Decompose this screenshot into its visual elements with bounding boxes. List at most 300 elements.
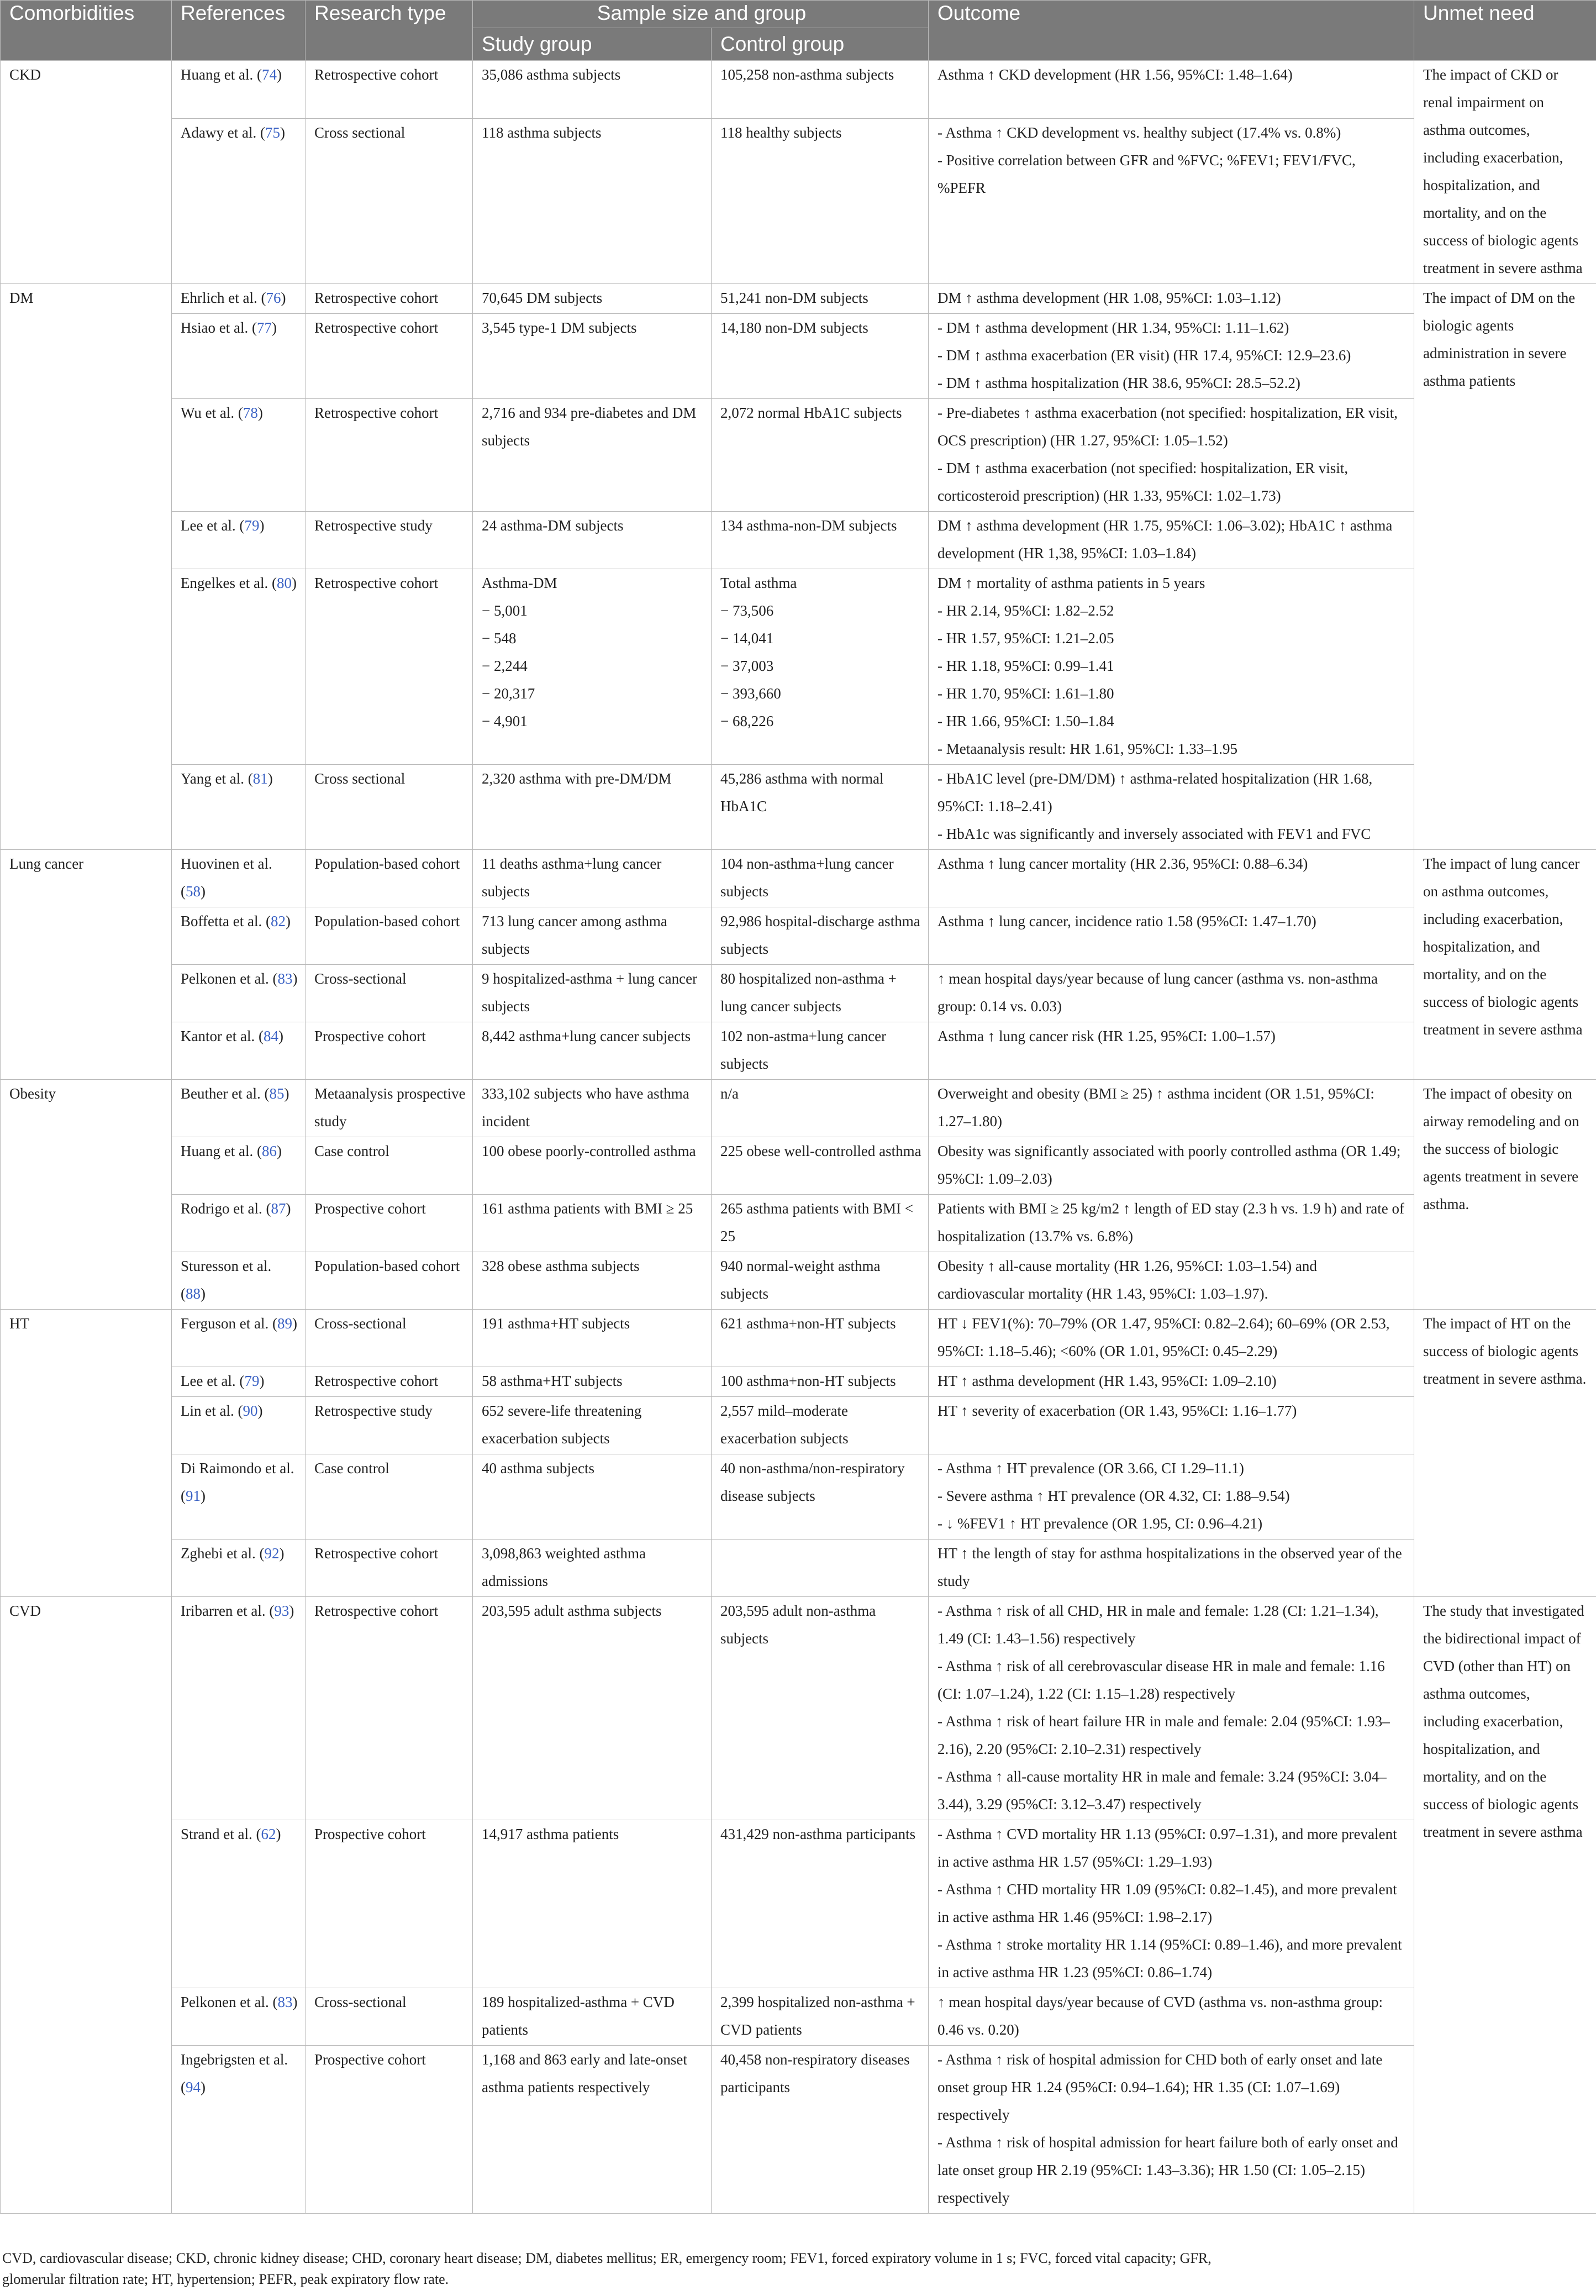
outcome-line: - Asthma ↑ risk of hospital admission for CHD both of early onset and late onset group HR 1.24 (95%CI: 0.94–1.64); HR 1.35 (CI: 1.07–1.69) respectively — [937, 2051, 1383, 2123]
study-group-line: 2,716 and 934 pre-diabetes and DM subjects — [482, 404, 697, 449]
reference-close: ) — [292, 1315, 297, 1332]
study-group-line: − 548 — [482, 630, 517, 647]
control-group-line: 2,072 normal HbA1C subjects — [720, 404, 902, 421]
control-group-line: n/a — [720, 1085, 739, 1102]
research-type-cell: Retrospective cohort — [305, 1540, 473, 1597]
reference-close: ) — [285, 913, 291, 929]
outcome-line: - Asthma ↑ stroke mortality HR 1.14 (95%CI: 0.89–1.46), and more prevalent in active asthma HR 1.23 (95%CI: 0.86–1.74) — [937, 1936, 1402, 1980]
reference-cell — [172, 1022, 305, 1080]
reference-link[interactable]: 83 — [277, 970, 293, 987]
outcome-line: ↑ mean hospital days/year because of CVD (asthma vs. non-asthma group: 0.46 vs. 0.20) — [937, 1994, 1383, 2038]
study-group-line: 2,320 asthma with pre-DM/DM — [482, 770, 672, 787]
reference-close: ) — [257, 404, 263, 421]
research-type-cell: Retrospective cohort — [305, 1367, 473, 1397]
study-group-line: − 4,901 — [482, 713, 528, 729]
header-outcome: Outcome — [929, 1, 1414, 61]
outcome-line: - Pre-diabetes ↑ asthma exacerbation (not specified: hospitalization, ER visit, OCS prescription) (HR 1.27, 95%CI: 1.05–1.52) — [937, 404, 1398, 449]
study-group-cell — [473, 1252, 712, 1310]
comorbidity-cell: Lung cancer — [1, 850, 172, 1080]
study-group-line: 100 obese poorly-controlled asthma — [482, 1143, 696, 1159]
research-type-cell: Prospective cohort — [305, 1820, 473, 1988]
table-row — [1, 1540, 1596, 1597]
reference-close: ) — [201, 1285, 206, 1302]
study-group-line: 189 hospitalized-asthma + CVD patients — [482, 1994, 675, 2038]
outcome-line: - Metaanalysis result: HR 1.61, 95%CI: 1.33–1.95 — [937, 740, 1237, 757]
comorbidity-cell: HT — [1, 1310, 172, 1597]
table-row — [1, 965, 1596, 1022]
study-group-line: 161 asthma patients with BMI ≥ 25 — [482, 1200, 693, 1217]
study-group-line: 35,086 asthma subjects — [482, 66, 621, 83]
outcome-line: - HR 1.18, 95%CI: 0.99–1.41 — [937, 658, 1114, 674]
outcome-cell — [929, 1397, 1414, 1454]
study-group-cell — [473, 1820, 712, 1988]
outcome-line: HT ↑ severity of exacerbation (OR 1.43, 95%CI: 1.16–1.77) — [937, 1402, 1297, 1419]
outcome-line: - Asthma ↑ all-cause mortality HR in male and female: 3.24 (95%CI: 3.04–3.44), 3.29 (95%CI: 3.12–3.47) respectively — [937, 1768, 1387, 1812]
research-type-cell: Retrospective cohort — [305, 284, 473, 314]
reference-author: Yang et al. ( — [181, 770, 253, 787]
table-row — [1, 1597, 1596, 1820]
study-group-line: − 20,317 — [482, 685, 535, 702]
header-study-group: Study group — [473, 28, 712, 61]
reference-close: ) — [201, 883, 206, 900]
reference-link[interactable]: 84 — [263, 1028, 278, 1044]
outcome-cell — [929, 1988, 1414, 2046]
outcome-line: Asthma ↑ lung cancer mortality (HR 2.36, 95%CI: 0.88–6.34) — [937, 855, 1308, 872]
reference-close: ) — [289, 1603, 294, 1619]
control-group-line: 134 asthma-non-DM subjects — [720, 517, 897, 534]
outcome-line: Overweight and obesity (BMI ≥ 25) ↑ asthma incident (OR 1.51, 95%CI: 1.27–1.80) — [937, 1085, 1374, 1129]
reference-link[interactable]: 58 — [186, 883, 201, 900]
control-group-line: 102 non-astma+lung cancer subjects — [720, 1028, 887, 1072]
reference-cell — [172, 61, 305, 119]
outcome-line: - HbA1c was significantly and inversely associated with FEV1 and FVC — [937, 826, 1371, 842]
outcome-cell — [929, 61, 1414, 119]
reference-cell — [172, 1988, 305, 2046]
reference-link[interactable]: 79 — [244, 517, 260, 534]
outcome-cell — [929, 1367, 1414, 1397]
control-group-line: 51,241 non-DM subjects — [720, 290, 868, 306]
reference-author: Huang et al. ( — [181, 66, 262, 83]
outcome-cell — [929, 765, 1414, 850]
outcome-line: - ↓ %FEV1 ↑ HT prevalence (OR 1.95, CI: 0.96–4.21) — [937, 1515, 1263, 1532]
reference-close: ) — [279, 1545, 285, 1562]
reference-cell — [172, 1820, 305, 1988]
reference-link[interactable]: 78 — [243, 404, 258, 421]
study-group-cell — [473, 569, 712, 765]
reference-cell — [172, 1454, 305, 1540]
table-row — [1, 1988, 1596, 2046]
study-group-cell — [473, 512, 712, 569]
header-sample-size: Sample size and group — [473, 1, 929, 28]
reference-close: ) — [276, 66, 282, 83]
reference-author: Huovinen et al. ( — [181, 855, 272, 900]
reference-close: ) — [278, 1028, 283, 1044]
study-group-line: 203,595 adult asthma subjects — [482, 1603, 662, 1619]
outcome-line: - Asthma ↑ risk of all CHD, HR in male and female: 1.28 (CI: 1.21–1.34), 1.49 (CI: 1.43–1.56) respectively — [937, 1603, 1379, 1647]
reference-link[interactable]: 62 — [261, 1826, 276, 1842]
study-group-line: 713 lung cancer among asthma subjects — [482, 913, 667, 957]
control-group-line: 940 normal-weight asthma subjects — [720, 1258, 881, 1302]
reference-close: ) — [280, 124, 285, 141]
research-type-cell: Population-based cohort — [305, 1252, 473, 1310]
control-group-line: 265 asthma patients with BMI < 25 — [720, 1200, 913, 1244]
research-type-cell: Retrospective cohort — [305, 61, 473, 119]
comorbidity-cell: CKD — [1, 61, 172, 284]
reference-close: ) — [259, 1373, 265, 1389]
reference-close: ) — [276, 1826, 281, 1842]
outcome-line: - HR 2.14, 95%CI: 1.82–2.52 — [937, 602, 1114, 619]
control-group-line: − 14,041 — [720, 630, 774, 647]
control-group-cell — [712, 1367, 929, 1397]
research-type-cell: Prospective cohort — [305, 2046, 473, 2214]
reference-link[interactable]: 83 — [277, 1994, 293, 2010]
reference-author: Hsiao et al. ( — [181, 319, 257, 336]
study-group-line: 191 asthma+HT subjects — [482, 1315, 630, 1332]
reference-author: Rodrigo et al. ( — [181, 1200, 271, 1217]
research-type-cell: Cross-sectional — [305, 1988, 473, 2046]
control-group-line: 225 obese well-controlled asthma — [720, 1143, 921, 1159]
study-group-cell — [473, 1397, 712, 1454]
table-body — [1, 61, 1596, 2214]
table-row — [1, 1137, 1596, 1195]
study-group-line: 328 obese asthma subjects — [482, 1258, 640, 1274]
reference-link[interactable]: 80 — [276, 575, 292, 591]
reference-close: ) — [291, 575, 297, 591]
reference-cell — [172, 512, 305, 569]
outcome-cell — [929, 1310, 1414, 1367]
outcome-cell — [929, 512, 1414, 569]
control-group-cell — [712, 765, 929, 850]
reference-link[interactable]: 90 — [243, 1402, 258, 1419]
reference-author: Kantor et al. ( — [181, 1028, 264, 1044]
control-group-cell — [712, 1310, 929, 1367]
reference-close: ) — [271, 319, 277, 336]
reference-link[interactable]: 89 — [277, 1315, 292, 1332]
reference-link[interactable]: 86 — [261, 1143, 277, 1159]
table-row — [1, 314, 1596, 399]
study-group-cell — [473, 1195, 712, 1252]
reference-link[interactable]: 77 — [256, 319, 272, 336]
control-group-line: − 37,003 — [720, 658, 774, 674]
unmet-need-cell: The impact of CKD or renal impairment on asthma outcomes, including exacerbation, hospitalization, and mortality, and on the success of biologic agents treatment in severe asthma — [1414, 61, 1596, 284]
study-group-line: 14,917 asthma patients — [482, 1826, 619, 1842]
control-group-cell — [712, 965, 929, 1022]
header-comorbidities: Comorbidities — [1, 1, 172, 61]
outcome-cell — [929, 569, 1414, 765]
outcome-line: DM ↑ asthma development (HR 1.08, 95%CI: 1.03–1.12) — [937, 290, 1281, 306]
outcome-line: Asthma ↑ CKD development (HR 1.56, 95%CI: 1.48–1.64) — [937, 66, 1293, 83]
outcome-line: Asthma ↑ lung cancer, incidence ratio 1.58 (95%CI: 1.47–1.70) — [937, 913, 1316, 929]
reference-link[interactable]: 93 — [274, 1603, 289, 1619]
control-group-cell — [712, 1454, 929, 1540]
outcome-cell — [929, 1597, 1414, 1820]
study-group-line: 118 asthma subjects — [482, 124, 602, 141]
reference-close: ) — [267, 770, 273, 787]
control-group-line: − 73,506 — [720, 602, 774, 619]
outcome-line: Obesity ↑ all-cause mortality (HR 1.26, 95%CI: 1.03–1.54) and cardiovascular mortality (HR 1.43, 95%CI: 1.03–1.97). — [937, 1258, 1317, 1302]
reference-author: Boffetta et al. ( — [181, 913, 271, 929]
outcome-line: - Asthma ↑ HT prevalence (OR 3.66, CI 1.29–11.1) — [937, 1460, 1244, 1477]
control-group-cell — [712, 61, 929, 119]
table-row — [1, 399, 1596, 512]
outcome-line: - HR 1.66, 95%CI: 1.50–1.84 — [937, 713, 1114, 729]
outcome-line: Obesity was significantly associated with poorly controlled asthma (OR 1.49; 95%CI: 1.09–2.03) — [937, 1143, 1401, 1187]
outcome-cell — [929, 399, 1414, 512]
outcome-line: - HR 1.57, 95%CI: 1.21–2.05 — [937, 630, 1114, 647]
outcome-cell — [929, 314, 1414, 399]
study-group-line: 70,645 DM subjects — [482, 290, 603, 306]
reference-cell — [172, 1397, 305, 1454]
study-group-line: 24 asthma-DM subjects — [482, 517, 624, 534]
header-research-type: Research type — [305, 1, 473, 61]
header-references: References — [172, 1, 305, 61]
control-group-line: 2,399 hospitalized non-asthma + CVD patients — [720, 1994, 915, 2038]
reference-cell — [172, 2046, 305, 2214]
table-row — [1, 569, 1596, 765]
outcome-line: Patients with BMI ≥ 25 kg/m2 ↑ length of ED stay (2.3 h vs. 1.9 h) and rate of hospitalization (13.7% vs. 6.8%) — [937, 1200, 1404, 1244]
study-group-cell — [473, 1540, 712, 1597]
reference-link[interactable]: 88 — [186, 1285, 201, 1302]
reference-link[interactable]: 85 — [269, 1085, 285, 1102]
outcome-cell — [929, 284, 1414, 314]
outcome-cell — [929, 1454, 1414, 1540]
outcome-line: HT ↓ FEV1(%): 70–79% (OR 1.47, 95%CI: 0.82–2.64); 60–69% (OR 2.53, 95%CI: 1.18–5.46); <60% (OR 1.01, 95%CI: 0.45–2.29) — [937, 1315, 1390, 1359]
table-row — [1, 907, 1596, 965]
table-row — [1, 1310, 1596, 1367]
control-group-cell — [712, 399, 929, 512]
reference-author: Beuther et al. ( — [181, 1085, 270, 1102]
control-group-cell — [712, 1988, 929, 2046]
control-group-cell — [712, 118, 929, 283]
table-row — [1, 1195, 1596, 1252]
reference-link[interactable]: 76 — [266, 290, 281, 306]
reference-author: Wu et al. ( — [181, 404, 243, 421]
reference-cell — [172, 1310, 305, 1367]
control-group-line: − 393,660 — [720, 685, 781, 702]
header-control-group: Control group — [712, 28, 929, 61]
outcome-cell — [929, 1540, 1414, 1597]
reference-author: Lee et al. ( — [181, 517, 245, 534]
unmet-need-cell: The impact of lung cancer on asthma outcomes, including exacerbation, hospitalization, and mortality, and on the success of biologic agents treatment in severe asthma — [1414, 850, 1596, 1080]
reference-cell — [172, 765, 305, 850]
reference-cell — [172, 907, 305, 965]
research-type-cell: Cross sectional — [305, 765, 473, 850]
reference-cell — [172, 314, 305, 399]
table-row — [1, 61, 1596, 119]
control-group-line: Total asthma — [720, 575, 797, 591]
study-group-cell — [473, 1988, 712, 2046]
study-group-cell — [473, 1022, 712, 1080]
table-row — [1, 284, 1596, 314]
table-row — [1, 1367, 1596, 1397]
control-group-cell — [712, 1195, 929, 1252]
outcome-line: - DM ↑ asthma hospitalization (HR 38.6, 95%CI: 28.5–52.2) — [937, 375, 1300, 391]
reference-link[interactable]: 82 — [270, 913, 286, 929]
study-group-cell — [473, 965, 712, 1022]
reference-cell — [172, 1080, 305, 1137]
study-group-cell — [473, 399, 712, 512]
outcome-line: - Asthma ↑ risk of all cerebrovascular disease HR in male and female: 1.16 (CI: 1.07–1.24), 1.22 (CI: 1.15–1.28) respectively — [937, 1658, 1385, 1702]
reference-cell — [172, 1540, 305, 1597]
control-group-line: 2,557 mild–moderate exacerbation subjects — [720, 1402, 849, 1447]
research-type-cell: Population-based cohort — [305, 850, 473, 907]
control-group-cell — [712, 1022, 929, 1080]
study-group-cell — [473, 284, 712, 314]
outcome-line: HT ↑ the length of stay for asthma hospitalizations in the observed year of the study — [937, 1545, 1402, 1589]
reference-author: Huang et al. ( — [181, 1143, 262, 1159]
reference-link[interactable]: 94 — [186, 2079, 201, 2095]
reference-cell — [172, 1597, 305, 1820]
reference-cell — [172, 965, 305, 1022]
outcome-cell — [929, 118, 1414, 283]
unmet-need-cell: The impact of DM on the biologic agents administration in severe asthma patients — [1414, 284, 1596, 850]
research-type-cell: Cross-sectional — [305, 965, 473, 1022]
reference-author: Pelkonen et al. ( — [181, 970, 278, 987]
control-group-cell — [712, 2046, 929, 2214]
outcome-line: - Asthma ↑ CKD development vs. healthy subject (17.4% vs. 0.8%) — [937, 124, 1341, 141]
research-type-cell: Retrospective cohort — [305, 399, 473, 512]
table-row — [1, 512, 1596, 569]
control-group-line: 621 asthma+non-HT subjects — [720, 1315, 896, 1332]
table-row — [1, 1820, 1596, 1988]
study-group-line: − 5,001 — [482, 602, 528, 619]
outcome-cell — [929, 1820, 1414, 1988]
table-row — [1, 1022, 1596, 1080]
control-group-cell — [712, 284, 929, 314]
study-group-line: 40 asthma subjects — [482, 1460, 594, 1477]
control-group-cell — [712, 1540, 929, 1597]
outcome-cell — [929, 907, 1414, 965]
outcome-cell — [929, 1080, 1414, 1137]
study-group-cell — [473, 765, 712, 850]
reference-close: ) — [286, 1200, 291, 1217]
table-row — [1, 1080, 1596, 1137]
study-group-cell — [473, 314, 712, 399]
outcome-line: Asthma ↑ lung cancer risk (HR 1.25, 95%CI: 1.00–1.57) — [937, 1028, 1276, 1044]
research-type-cell: Retrospective cohort — [305, 569, 473, 765]
study-group-line: 3,098,863 weighted asthma admissions — [482, 1545, 646, 1589]
reference-link[interactable]: 79 — [244, 1373, 260, 1389]
reference-cell — [172, 399, 305, 512]
research-type-cell: Retrospective study — [305, 512, 473, 569]
outcome-line: - Severe asthma ↑ HT prevalence (OR 4.32, CI: 1.88–9.54) — [937, 1488, 1290, 1504]
study-group-line: 11 deaths asthma+lung cancer subjects — [482, 855, 662, 900]
outcome-line: - DM ↑ asthma exacerbation (ER visit) (HR 17.4, 95%CI: 12.9–23.6) — [937, 347, 1351, 364]
reference-author: Lee et al. ( — [181, 1373, 245, 1389]
reference-cell — [172, 569, 305, 765]
study-group-cell — [473, 2046, 712, 2214]
reference-link[interactable]: 91 — [186, 1488, 201, 1504]
control-group-cell — [712, 1820, 929, 1988]
study-group-line: Asthma-DM — [482, 575, 557, 591]
unmet-need-cell: The impact of obesity on airway remodeling and on the success of biologic agents treatment in severe asthma. — [1414, 1080, 1596, 1310]
reference-close: ) — [281, 290, 286, 306]
study-group-cell — [473, 1080, 712, 1137]
reference-close: ) — [292, 1994, 298, 2010]
outcome-cell — [929, 1022, 1414, 1080]
reference-cell — [172, 1137, 305, 1195]
research-type-cell: Population-based cohort — [305, 907, 473, 965]
study-group-cell — [473, 118, 712, 283]
table-row — [1, 118, 1596, 283]
outcome-cell — [929, 965, 1414, 1022]
table-row — [1, 1252, 1596, 1310]
reference-author: Ingebrigsten et al. ( — [181, 2051, 288, 2095]
table-row — [1, 1397, 1596, 1454]
reference-cell — [172, 1195, 305, 1252]
outcome-line: - DM ↑ asthma development (HR 1.34, 95%CI: 1.11–1.62) — [937, 319, 1289, 336]
study-group-line: 1,168 and 863 early and late-onset asthma patients respectively — [482, 2051, 687, 2095]
reference-link[interactable]: 87 — [271, 1200, 286, 1217]
study-group-line: − 2,244 — [482, 658, 528, 674]
control-group-cell — [712, 512, 929, 569]
outcome-line: DM ↑ mortality of asthma patients in 5 years — [937, 575, 1205, 591]
reference-link[interactable]: 92 — [264, 1545, 280, 1562]
research-type-cell: Metaanalysis prospective study — [305, 1080, 473, 1137]
control-group-line: 40,458 non-respiratory diseases participants — [720, 2051, 910, 2095]
unmet-need-cell: The study that investigated the bidirectional impact of CVD (other than HT) on asthma outcomes, including exacerbation, hospitalization, and mortality, and on the success of biologic agents treatment in severe asthma — [1414, 1597, 1596, 2214]
reference-link[interactable]: 74 — [261, 66, 277, 83]
control-group-cell — [712, 907, 929, 965]
study-group-cell — [473, 1137, 712, 1195]
control-group-cell — [712, 1397, 929, 1454]
outcome-line: - HR 1.70, 95%CI: 1.61–1.80 — [937, 685, 1114, 702]
reference-author: Di Raimondo et al. ( — [181, 1460, 294, 1504]
reference-close: ) — [201, 2079, 206, 2095]
control-group-line: 203,595 adult non-asthma subjects — [720, 1603, 876, 1647]
study-group-line: 9 hospitalized-asthma + lung cancer subjects — [482, 970, 698, 1015]
reference-author: Engelkes et al. ( — [181, 575, 277, 591]
research-type-cell: Retrospective study — [305, 1397, 473, 1454]
reference-author: Ferguson et al. ( — [181, 1315, 277, 1332]
control-group-line: 80 hospitalized non-asthma + lung cancer subjects — [720, 970, 897, 1015]
control-group-line: 92,986 hospital-discharge asthma subjects — [720, 913, 920, 957]
reference-author: Iribarren et al. ( — [181, 1603, 275, 1619]
outcome-cell — [929, 1137, 1414, 1195]
research-type-cell: Case control — [305, 1454, 473, 1540]
study-group-cell — [473, 1597, 712, 1820]
reference-link[interactable]: 81 — [252, 770, 268, 787]
reference-close: ) — [257, 1402, 263, 1419]
control-group-line: 45,286 asthma with normal HbA1C — [720, 770, 884, 815]
control-group-line: 431,429 non-asthma participants — [720, 1826, 916, 1842]
study-group-cell — [473, 907, 712, 965]
table-row — [1, 765, 1596, 850]
reference-author: Pelkonen et al. ( — [181, 1994, 278, 2010]
outcome-line: - Asthma ↑ CVD mortality HR 1.13 (95%CI: 0.97–1.31), and more prevalent in active asthma HR 1.57 (95%CI: 1.29–1.93) — [937, 1826, 1397, 1870]
control-group-line: 14,180 non-DM subjects — [720, 319, 868, 336]
outcome-line: - Asthma ↑ CHD mortality HR 1.09 (95%CI: 0.82–1.45), and more prevalent in active asthma HR 1.46 (95%CI: 1.98–2.17) — [937, 1881, 1397, 1925]
outcome-cell — [929, 2046, 1414, 2214]
research-type-cell: Case control — [305, 1137, 473, 1195]
reference-author: Adawy et al. ( — [181, 124, 265, 141]
reference-close: ) — [292, 970, 298, 987]
reference-close: ) — [201, 1488, 206, 1504]
outcome-line: DM ↑ asthma development (HR 1.75, 95%CI: 1.06–3.02); HbA1C ↑ asthma development (HR 1,38, 95%CI: 1.03–1.84) — [937, 517, 1393, 561]
study-group-line: 58 asthma+HT subjects — [482, 1373, 623, 1389]
reference-author: Zghebi et al. ( — [181, 1545, 265, 1562]
study-group-cell — [473, 1310, 712, 1367]
control-group-line: 40 non-asthma/non-respiratory disease subjects — [720, 1460, 905, 1504]
reference-cell — [172, 1367, 305, 1397]
comorbidity-cell: Obesity — [1, 1080, 172, 1310]
reference-author: Ehrlich et al. ( — [181, 290, 266, 306]
reference-author: Lin et al. ( — [181, 1402, 243, 1419]
reference-cell — [172, 284, 305, 314]
reference-link[interactable]: 75 — [265, 124, 280, 141]
outcome-line: ↑ mean hospital days/year because of lung cancer (asthma vs. non-asthma group: 0.14 vs. 0.03) — [937, 970, 1378, 1015]
comorbidity-cell: DM — [1, 284, 172, 850]
